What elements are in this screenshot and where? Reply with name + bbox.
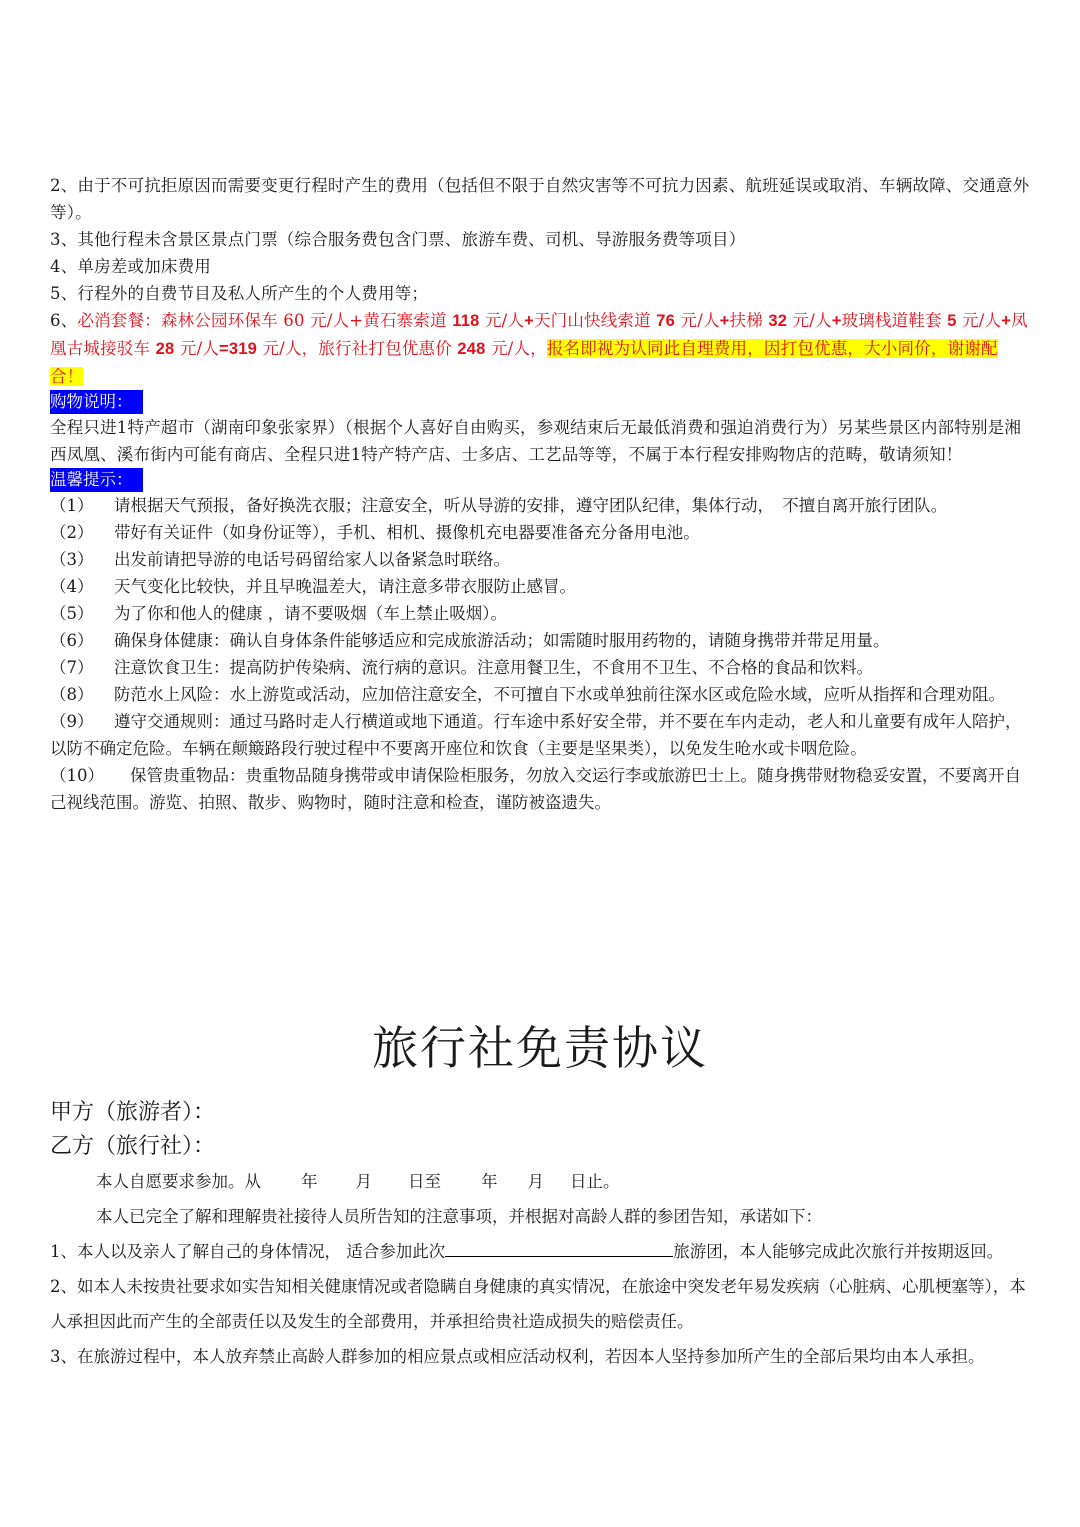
- tip-text: 确保身体健康：确认自身体条件能够适应和完成旅游活动；如需随时服用药物的，请随身携带并带足用量。: [114, 631, 890, 650]
- plus-sign: +: [831, 312, 842, 330]
- tip-number: （2）: [50, 523, 94, 542]
- tip-text: 出发前请把导游的电话号码留给家人以备紧急时联络。: [114, 550, 510, 569]
- tip-text: 为了你和他人的健康 ，请不要吸烟（车上禁止吸烟）。: [114, 604, 507, 623]
- shopping-header: 购物说明：: [50, 390, 143, 414]
- total-price: =319: [219, 340, 257, 358]
- tip-text: 遵守交通规则：通过马路时走人行横道或地下通道。行车途中系好安全带，并不要在车内走动，老人和儿童要有成年人陪护，以防不确定危险。车辆在颠簸路段行驶过程中不要离开座位和饮食（主要是坚果类），以免发生呛水或卡咽危险。: [50, 712, 1022, 758]
- month-label: 月: [355, 1172, 372, 1191]
- date-lead: 本人自愿要求参加。从: [96, 1172, 261, 1191]
- package-text: 凤凰古城接驳车: [50, 311, 1028, 358]
- tip-text: 天气变化比较快，并且早晚温差大，请注意多带衣服防止感冒。: [114, 577, 576, 596]
- tip-text: 保管贵重物品：贵重物品随身携带或申请保险柜服务，勿放入交运行李或旅游巴士上。随身携带财物稳妥安置，不要离开自己视线范围。游览、拍照、散步、购物时，随时注意和检查，谨防被盗遗失。: [50, 766, 1021, 812]
- plus-sign: +: [1001, 312, 1012, 330]
- tip-number: （7）: [50, 658, 94, 677]
- tip-number: （4）: [50, 577, 94, 596]
- tip-text: 注意饮食卫生：提高防护传染病、流行病的意识。注意用餐卫生，不食用不卫生、不合格的食品和饮料。: [114, 658, 873, 677]
- tips-header: 温馨提示：: [50, 468, 143, 492]
- price-value: 118: [452, 312, 480, 330]
- tip-item: [50, 654, 1030, 681]
- highlighted-notice: 报名即视为认同此自理费用，因打包优惠，大小同价，谢谢配合！: [50, 339, 998, 386]
- tip-item: [50, 762, 1030, 816]
- package-text: 元/人: [787, 311, 832, 330]
- price-value: 32: [768, 312, 788, 330]
- year-label: 年: [481, 1172, 498, 1191]
- tip-item: [50, 546, 1030, 573]
- excluded-item-4: 4、单房差或加床费用: [50, 257, 211, 276]
- tip-text: 带好有关证件（如身份证等），手机、相机、摄像机充电器要准备充分备用电池。: [114, 523, 700, 542]
- package-text: 元/人: [956, 311, 1002, 330]
- tip-number: （10）: [50, 766, 104, 785]
- tour-name-blank[interactable]: [445, 1238, 673, 1257]
- package-text: 元/人: [675, 311, 720, 330]
- tip-item: [50, 627, 1030, 654]
- plus-sign: +: [719, 312, 730, 330]
- plus-sign: +: [524, 312, 534, 330]
- month-label: 月: [527, 1172, 544, 1191]
- tip-number: （3）: [50, 550, 94, 569]
- price-value: 76: [656, 312, 676, 330]
- tip-number: （1）: [50, 496, 94, 515]
- tip-number: （5）: [50, 604, 94, 623]
- shopping-body: 全程只进1特产超市（湖南印象张家界）（根据个人喜好自由购买，参观结束后无最低消费和强迫消费行为）另某些景区内部特别是湘西凤凰、溪布街内可能有商店、全程只进1特产特产店、士多店、工艺品等等，不属于本行程安排购物店的范畴，敬请须知！: [50, 418, 1022, 464]
- item-number: 6、: [50, 311, 78, 330]
- price-value: 5: [947, 312, 957, 330]
- party-b-label: 乙方（旅行社）：: [50, 1134, 216, 1159]
- clause-1-text: 旅游团，本人能够完成此次旅行并按期返回。: [673, 1242, 1004, 1261]
- agreement-title: 旅行社免责协议: [372, 1021, 708, 1075]
- itinerary-notes: [50, 172, 1030, 816]
- day-label: 日止。: [570, 1172, 620, 1191]
- clause-3: 3、在旅游过程中，本人放弃禁止高龄人群参加的相应景点或相应活动权利，若因本人坚持参加所产生的全部后果均由本人承担。: [50, 1347, 985, 1366]
- package-text: 元/人，旅行社打包优惠价: [257, 339, 458, 358]
- tip-item: [50, 519, 1030, 546]
- agreement-intro: 本人已完全了解和理解贵社接待人员所告知的注意事项，并根据对高龄人群的参团告知，承诺如下：: [96, 1207, 822, 1226]
- disclaimer-agreement: [50, 1018, 1030, 1374]
- excluded-item-3: 3、其他行程未含景区景点门票（综合服务费包含门票、旅游车费、司机、导游服务费等项目）: [50, 230, 746, 249]
- clause-1: [50, 1234, 1030, 1269]
- price-value: 28: [155, 340, 175, 358]
- package-text: 天门山快线索道: [533, 311, 657, 330]
- excluded-item-2: 2、由于不可抗拒原因而需要变更行程时产生的费用（包括但不限于自然灾害等不可抗力因素、航班延误或取消、车辆故障、交通意外等）。: [50, 176, 1030, 222]
- tip-item: [50, 708, 1030, 762]
- year-label: 年: [301, 1172, 318, 1191]
- tip-item: [50, 492, 1030, 519]
- party-a-label: 甲方（旅游者）：: [50, 1100, 216, 1125]
- tip-text: 请根据天气预报，备好换洗衣服；注意安全，听从导游的安排，遵守团队纪律，集体行动， 不擅自离开旅行团队。: [114, 496, 948, 515]
- package-text: 玻璃栈道鞋套: [841, 311, 948, 330]
- mandatory-package: [50, 307, 1030, 390]
- tip-number: （6）: [50, 631, 94, 650]
- clause-2: 2、如本人未按贵社要求如实告知相关健康情况或者隐瞒自身健康的真实情况，在旅途中突发老年易发疾病（心脏病、心肌梗塞等），本人承担因此而产生的全部责任以及发生的全部费用，并承担给贵社造成损失的赔偿责任。: [50, 1277, 1026, 1331]
- tip-number: （8）: [50, 685, 94, 704]
- tips-list: [50, 492, 1030, 816]
- tip-item: [50, 573, 1030, 600]
- package-text: 元/人: [174, 339, 220, 358]
- tip-item: [50, 600, 1030, 627]
- discount-price: 248: [457, 340, 486, 358]
- day-label: 日至: [408, 1172, 441, 1191]
- tip-text: 防范水上风险：水上游览或活动，应加倍注意安全，不可擅自下水或单独前往深水区或危险水域，应听从指挥和合理劝阻。: [114, 685, 1005, 704]
- package-text: 元/人，: [485, 339, 547, 358]
- tip-item: [50, 681, 1030, 708]
- clause-1-text: 1、本人以及亲人了解自己的身体情况， 适合参加此次: [50, 1242, 446, 1261]
- date-line: [50, 1164, 1030, 1199]
- package-text: 元/人: [479, 311, 525, 330]
- package-text: 森林公园环保车 60 元/人+黄石寨索道: [160, 311, 453, 330]
- package-label: 必消套餐：: [77, 311, 161, 330]
- package-text: 扶梯: [729, 311, 769, 330]
- excluded-item-5: 5、行程外的自费节目及私人所产生的个人费用等；: [50, 284, 429, 303]
- tip-number: （9）: [50, 712, 94, 731]
